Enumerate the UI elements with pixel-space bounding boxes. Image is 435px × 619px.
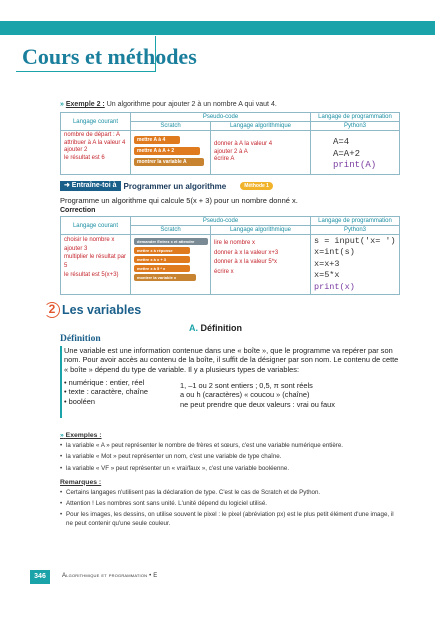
scratch-block: mettre A à 4 [134,136,180,144]
algo-line: ajouter 2 à A [214,148,248,155]
scratch-block: demander Entrez x et attendre [134,238,208,245]
col-langage-programmation: Langage de programmation [311,113,400,122]
type-example: 1, –1 ou 2 sont entiers ; 0,5, π sont réels [180,381,313,390]
sub-algo: Langage algorithmique [211,226,311,235]
algo-line: écrire A [214,156,235,162]
example-2-table [60,112,400,175]
remarks-list [60,489,400,528]
courant-line: choisir le nombre x [64,237,115,243]
scratch-block: mettre x à réponse [134,247,190,254]
python-line: s = input('x= ') [314,236,396,246]
algo-line: donner à A la valeur 4 [214,141,273,147]
remark-item: • Pour les images, les dessins, on utilise souvent le pixel : le pixel (abréviation px) est le plus petit élément d'une image, il ne peut contenir qu'une seule couleur. [60,511,400,527]
scratch-cell [131,235,211,295]
subsection-heading [189,323,242,333]
courant-line: le résultat est 5(x+3) [64,271,119,278]
subsection-letter: A. [189,323,198,333]
example-2-heading [60,101,400,108]
example-item: • la variable « A » peut représenter le nombre de frères et sœurs, c'est une variable numérique entière. [60,442,400,450]
examples-list [60,442,400,473]
correction-label: Correction [60,207,96,214]
python-line: x=5*x [314,270,340,281]
example-item: • la variable « VF » peut représenter un « vrai/faux », c'est une variable booléenne. [60,465,400,473]
remark-item: • Certains langages n'utilisent pas la déclaration de type. C'est le cas de Scratch et de Python. [60,489,400,497]
python-line: A=4 [333,137,350,147]
python-cell [311,235,400,295]
scratch-block: montrer la variable x [134,274,196,281]
col-pseudo-code: Pseudo-code [131,217,311,226]
algo-line: écrire x [214,268,234,275]
chevron-icon: » [60,432,64,439]
courant-line: attribuer à A la valeur 4 [64,139,126,146]
scratch-block: mettre x à 5 * x [134,265,190,272]
variable-types-list [64,378,148,406]
variable-types-examples [180,381,335,409]
scratch-blocks [134,236,207,284]
exercise-header [60,181,273,191]
algo-line: donner à x la valeur 5*x [214,259,278,266]
definition-paragraph: Une variable est une information contenue dans une « boîte », que le programme va repérer par son nom. Pour avoir accès au contenu de la boîte, il suffit de la désigner par son nom. Le contenu de cette « boîte » dépend du type de variable. Il y a plusieurs types de variables: [64,346,399,374]
courant-line: multiplier le résultat par 5 [64,254,127,270]
courant-cell [61,235,131,295]
example-2-label: Exemple 2 : [65,101,105,108]
courant-line: ajouter 2 [64,147,88,153]
exercise-title: Programmer un algorithme [123,181,227,191]
python-cell [311,131,400,175]
exercise-badge: ➜ Entraîne-toi à [60,181,121,191]
exercise-table [60,216,400,295]
algo-line: lire le nombre x [214,240,256,246]
examples-head: Exemples : [65,432,102,439]
example-item: • la variable « Mot » peut représenter un nom, c'est une variable de type chaîne. [60,453,400,461]
examples-block [60,432,400,531]
sub-python: Python3 [311,122,400,131]
python-line: print(A) [333,160,377,171]
algo-cell [211,131,311,175]
remarks-heading: Remarques : [60,478,102,486]
scratch-block: montrer la variable A [134,158,204,166]
type-item: • texte : caractère, chaîne [64,387,148,397]
col-pseudo-code: Pseudo-code [131,113,311,122]
courant-line: ajouter 3 [64,245,88,252]
page-title: Cours et méthodes [22,44,197,69]
python-line: x=x+3 [314,258,340,269]
scratch-block: mettre x à x + 3 [134,256,190,263]
algo-cell [211,235,311,295]
sub-scratch: Scratch [131,122,211,131]
footer-text: Algorithmique et programmation • E [62,573,158,579]
sub-scratch: Scratch [131,226,211,235]
scratch-block: mettre A à A + 2 [134,147,200,155]
section-title: Les variables [62,303,142,317]
type-example: ne peut prendre que deux valeurs : vrai ou faux [180,399,335,409]
definition-bar [60,346,62,418]
methode-tag[interactable]: Méthode 1 [240,182,273,190]
example-2-block [60,101,400,175]
python-line: print(x) [314,281,355,292]
courant-line: le résultat est 6 [64,154,105,161]
type-item: • booléen [64,396,95,406]
top-banner [0,21,435,35]
example-2-text: Un algorithme pour ajouter 2 à un nombre A qui vaut 4. [106,101,277,108]
definition-label: Définition [60,334,101,344]
remark-item: • Attention ! Les nombres sont sans unité. L'unité dépend du logiciel utilisé. [60,500,400,508]
courant-cell [61,131,131,175]
exercise-table-block [60,216,400,295]
exercise-statement: Programme un algorithme qui calcule 5(x + 3) pour un nombre donné x. [60,196,298,205]
col-langage-programmation: Langage de programmation [311,217,400,226]
algo-line: donner à x la valeur x+3 [214,249,279,256]
type-example: a ou h (caractères) « coucou » (chaîne) [180,390,310,400]
scratch-cell [131,131,211,175]
sub-python: Python3 [311,226,400,235]
chevron-icon: » [60,101,64,108]
courant-line: nombre de départ : A [64,132,121,138]
python-line: A=A+2 [333,148,361,159]
type-item: • numérique : entier, réel [64,378,145,387]
section-number: 2 [44,302,60,318]
col-langage-courant: Langage courant [61,113,131,131]
python-line: x=int(s) [314,247,355,258]
page-number: 346 [30,570,50,584]
scratch-blocks [134,132,207,168]
subsection-title: Définition [200,323,243,333]
sub-algo: Langage algorithmique [211,122,311,131]
examples-heading [60,432,400,440]
section-2-heading [44,302,141,318]
col-langage-courant: Langage courant [61,217,131,235]
